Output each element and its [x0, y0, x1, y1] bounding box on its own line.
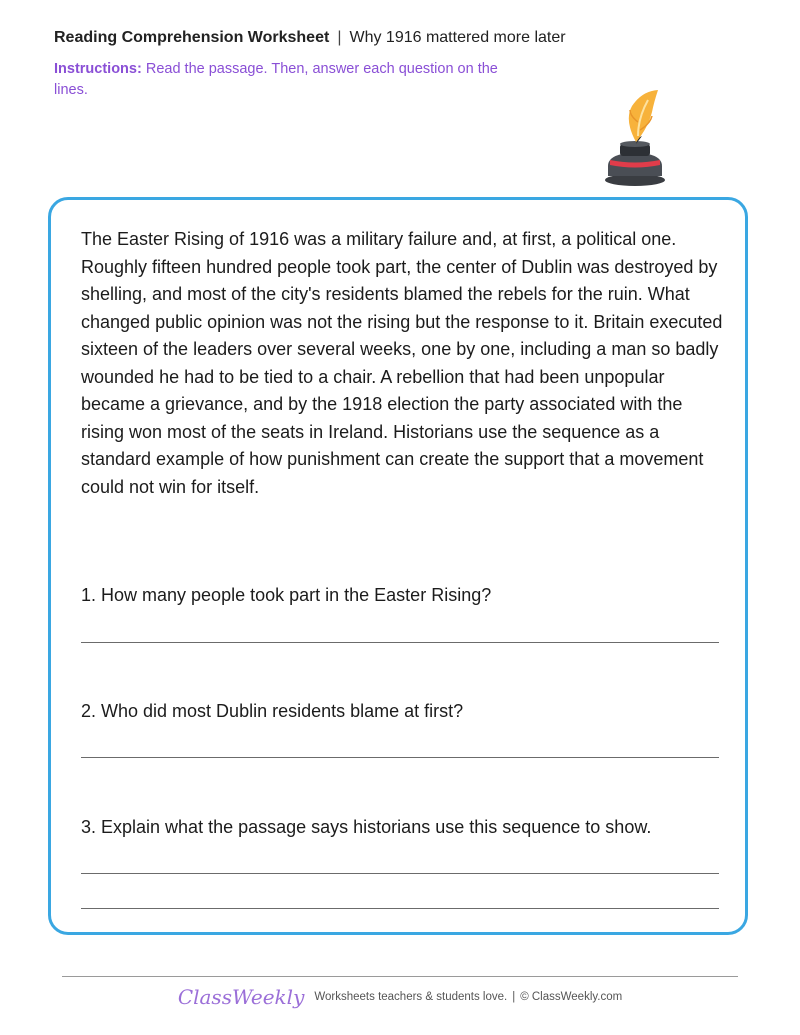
instructions-label: Instructions:	[54, 61, 142, 77]
footer-divider	[62, 976, 738, 977]
footer-separator: |	[512, 991, 516, 1003]
instructions-text: Read the passage. Then, answer each question on the lines.	[54, 61, 498, 98]
instructions	[54, 59, 514, 101]
worksheet-header	[54, 28, 566, 48]
answer-line-3a[interactable]	[81, 873, 719, 874]
answer-line-3b[interactable]	[81, 908, 719, 909]
worksheet-title: Reading Comprehension Worksheet	[54, 29, 330, 46]
quill-inkwell-icon	[596, 86, 676, 190]
brand-logo: ClassWeekly	[177, 985, 305, 1009]
answer-line-1[interactable]	[81, 642, 719, 643]
question-3: 3. Explain what the passage says historians use this sequence to show.	[81, 817, 652, 837]
header-separator: |	[337, 29, 342, 46]
footer-tagline: Worksheets teachers & students love.	[314, 991, 508, 1003]
question-2: 2. Who did most Dublin residents blame at first?	[81, 701, 464, 721]
answer-line-2[interactable]	[81, 757, 719, 758]
footer-copyright: © ClassWeekly.com	[520, 991, 623, 1003]
worksheet-subtitle: Why 1916 mattered more later	[349, 29, 566, 46]
footer	[0, 985, 800, 1009]
question-1: 1. How many people took part in the Easter Rising?	[81, 585, 492, 605]
reading-passage: The Easter Rising of 1916 was a military failure and, at first, a political one. Roughly fifteen hundred people took part, the center of Dublin was destroyed by shelling, and most of the city's residents blamed the rebels for the ruin. What changed public opinion was not the rising but the response to it. Britain executed sixteen of the leaders over several weeks, one by one, including a man so badly wounded he had to be tied to a chair. A rebellion that had been unpopular became a grievance, and by the 1918 election the party associated with the rising won most of the seats in Ireland. Historians use the sequence as a standard example of how punishment can create the support that a movement could not win for itself.	[81, 229, 723, 497]
